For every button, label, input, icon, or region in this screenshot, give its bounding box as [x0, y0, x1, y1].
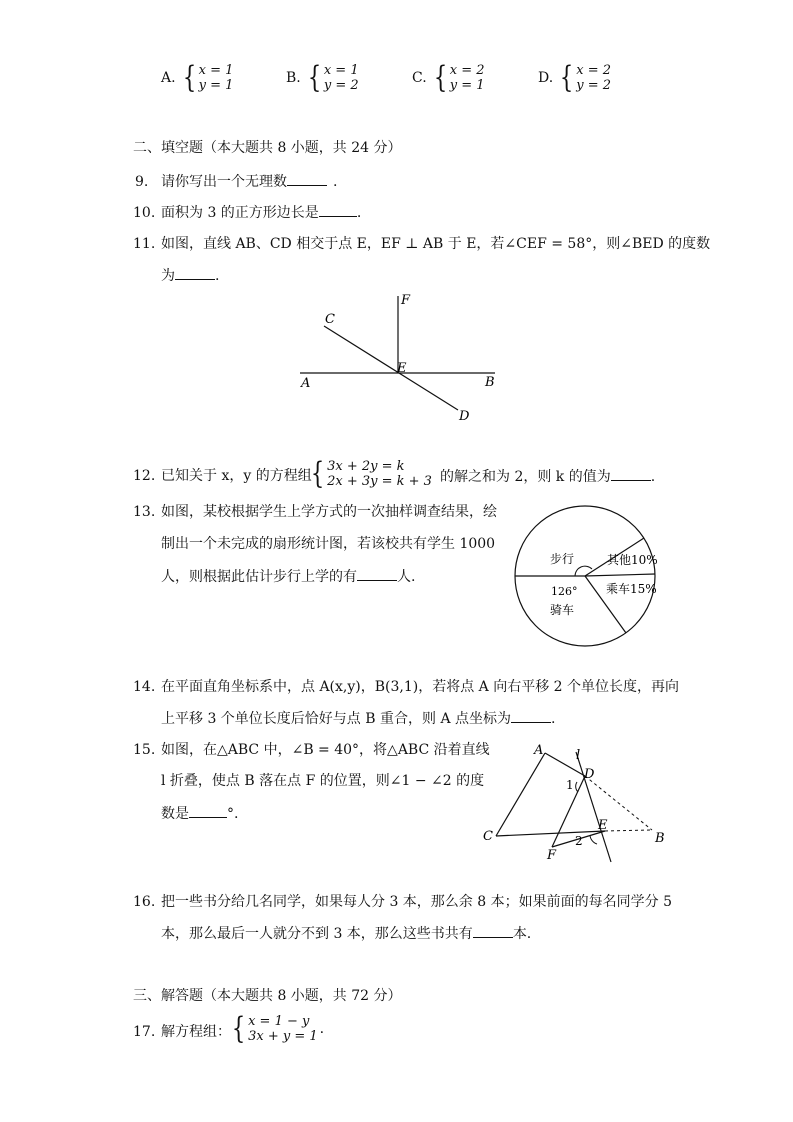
question-text: 的解之和为 2，则 k 的值为 [440, 469, 611, 485]
label-b: B [485, 375, 495, 390]
angle-arc [575, 566, 592, 576]
equation: 3x + y = 1 [248, 1029, 318, 1044]
question-number: 16. [133, 894, 156, 910]
question-text: l 折叠，使点 B 落在点 F 的位置，则∠1 − ∠2 的度 [161, 773, 485, 789]
label-l: l [576, 748, 581, 763]
brace: { [307, 60, 321, 95]
question-text: 已知关于 x，y 的方程组 [161, 468, 312, 484]
label-e: E [397, 361, 407, 376]
q15-figure [480, 740, 670, 870]
answer-blank [287, 171, 327, 186]
equation: x = 1 [323, 63, 359, 78]
equation: y = 2 [576, 78, 612, 93]
question-tail: . [650, 469, 656, 485]
side-ac [496, 753, 545, 836]
pie-label-walk: 步行 [550, 552, 575, 566]
question-text: 解方程组： [161, 1024, 231, 1040]
question-12-post [440, 466, 655, 487]
line-cd [324, 326, 458, 410]
pie-radius [585, 574, 655, 576]
pie-label-angle: 126° [551, 585, 578, 598]
answer-blank [611, 466, 651, 481]
answer-blank [357, 566, 397, 581]
brace: { [231, 1011, 246, 1046]
question-text: 把一些书分给几名同学，如果每人分 3 本，那么余 8 本；如果前面的每名同学分 5 [161, 894, 672, 910]
answer-blank [473, 923, 513, 938]
option-label: A. [161, 70, 176, 86]
brace: { [310, 456, 325, 491]
section-title: 二、填空题（本大题共 8 小题，共 24 分） [133, 140, 402, 156]
question-text: 为 [161, 268, 175, 284]
question-text: 如图，直线 AB、CD 相交于点 E，EF ⊥ AB 于 E，若∠CEF = 58°，则∠BED 的度数 [161, 236, 711, 252]
equation: x = 2 [576, 63, 612, 78]
question-number: 14. [133, 679, 156, 695]
question-text: 请你写出一个无理数 [161, 174, 287, 190]
question-number: 13. [133, 504, 156, 520]
label-a: A [301, 376, 311, 391]
question-tail: . [356, 205, 362, 221]
dashed-eb [605, 830, 652, 831]
label-d: D [584, 767, 595, 782]
option-d [538, 60, 612, 95]
question-16-line2 [161, 923, 531, 944]
question-number: 10. [133, 205, 156, 221]
question-tail: °. [227, 806, 239, 822]
equation: x = 1 − y [248, 1014, 310, 1029]
option-label: B. [286, 70, 301, 86]
question-number: 15. [133, 742, 156, 758]
pie-label-bus: 乘车15% [606, 582, 657, 596]
option-label: D. [538, 70, 554, 86]
equation: y = 1 [449, 78, 485, 93]
label-c: C [483, 829, 493, 844]
question-15 [133, 740, 490, 760]
question-14-line2 [161, 708, 555, 729]
question-tail: 人. [397, 569, 416, 585]
question-number: 11. [133, 236, 156, 252]
question-tail: . [551, 711, 556, 727]
question-text: 在平面直角坐标系中，点 A(x,y)，B(3,1)，若将点 A 向右平移 2 个单位长度，再向 [161, 679, 680, 695]
question-text: 制出一个未完成的扇形统计图，若该校共有学生 1000 [161, 536, 496, 552]
answer-blank [175, 265, 215, 280]
question-text: 如图，在△ABC 中，∠B = 40°，将△ABC 沿着直线 [161, 742, 490, 758]
question-tail: 本. [512, 926, 532, 942]
dashed-db [585, 776, 652, 830]
label-e: E [598, 818, 608, 833]
equation: x = 1 [198, 63, 234, 78]
question-text: 人，则根据此估计步行上学的有 [161, 569, 357, 585]
pie-label-other: 其他10% [607, 553, 658, 567]
question-text: 本，那么最后一人就分不到 3 本，那么这些书共有 [161, 926, 473, 942]
equation: 3x + 2y = k [327, 459, 405, 474]
question-13 [133, 502, 497, 522]
label-angle-1: 1 [566, 778, 574, 792]
label-f: F [547, 848, 557, 863]
question-17 [133, 1022, 231, 1042]
label-f: F [401, 293, 411, 308]
label-a: A [534, 743, 544, 758]
question-number: 17. [133, 1024, 156, 1040]
section-title: 三、解答题（本大题共 8 小题，共 72 分） [133, 988, 402, 1004]
equation: x = 2 [449, 63, 485, 78]
question-14 [133, 677, 679, 697]
question-10 [133, 202, 361, 223]
q12-system [308, 456, 432, 491]
question-number: 9. [135, 174, 149, 190]
label-c: C [325, 312, 335, 327]
question-text: 面积为 3 的正方形边长是 [161, 205, 319, 221]
option-b [286, 60, 359, 95]
option-label: C. [412, 70, 427, 86]
side-ce [496, 831, 605, 836]
question-text: 数是 [161, 806, 189, 822]
question-text: 如图，某校根据学生上学方式的一次抽样调查结果，绘 [161, 504, 497, 520]
question-tail: . [319, 1021, 325, 1037]
question-15-line3 [161, 803, 238, 824]
question-9 [135, 171, 337, 192]
question-16 [133, 892, 672, 912]
option-c [412, 60, 485, 95]
equation: 2x + 3y = k + 3 [327, 474, 432, 489]
question-tail: . [333, 174, 338, 190]
answer-blank [319, 202, 357, 217]
question-11-line2 [161, 265, 219, 286]
equation: y = 1 [198, 78, 234, 93]
pie-label-bike: 骑车 [550, 603, 575, 617]
q11-figure [290, 288, 510, 428]
brace: { [182, 60, 196, 95]
question-11 [133, 234, 710, 254]
question-12 [133, 466, 312, 486]
answer-blank [511, 708, 551, 723]
option-a [161, 60, 234, 95]
answer-blank [189, 803, 227, 818]
question-number: 12. [133, 468, 156, 484]
equation: y = 2 [323, 78, 359, 93]
angle-2-arc [590, 835, 597, 844]
label-b: B [655, 831, 665, 846]
question-text: 上平移 3 个单位长度后恰好与点 B 重合，则 A 点坐标为 [161, 711, 512, 727]
brace: { [433, 60, 447, 95]
question-13-line3 [161, 566, 415, 587]
q17-system [229, 1011, 325, 1046]
label-angle-2: 2 [575, 834, 583, 848]
question-tail: . [215, 268, 220, 284]
brace: { [560, 60, 574, 95]
q13-pie-figure [510, 502, 660, 652]
label-d: D [459, 409, 470, 424]
